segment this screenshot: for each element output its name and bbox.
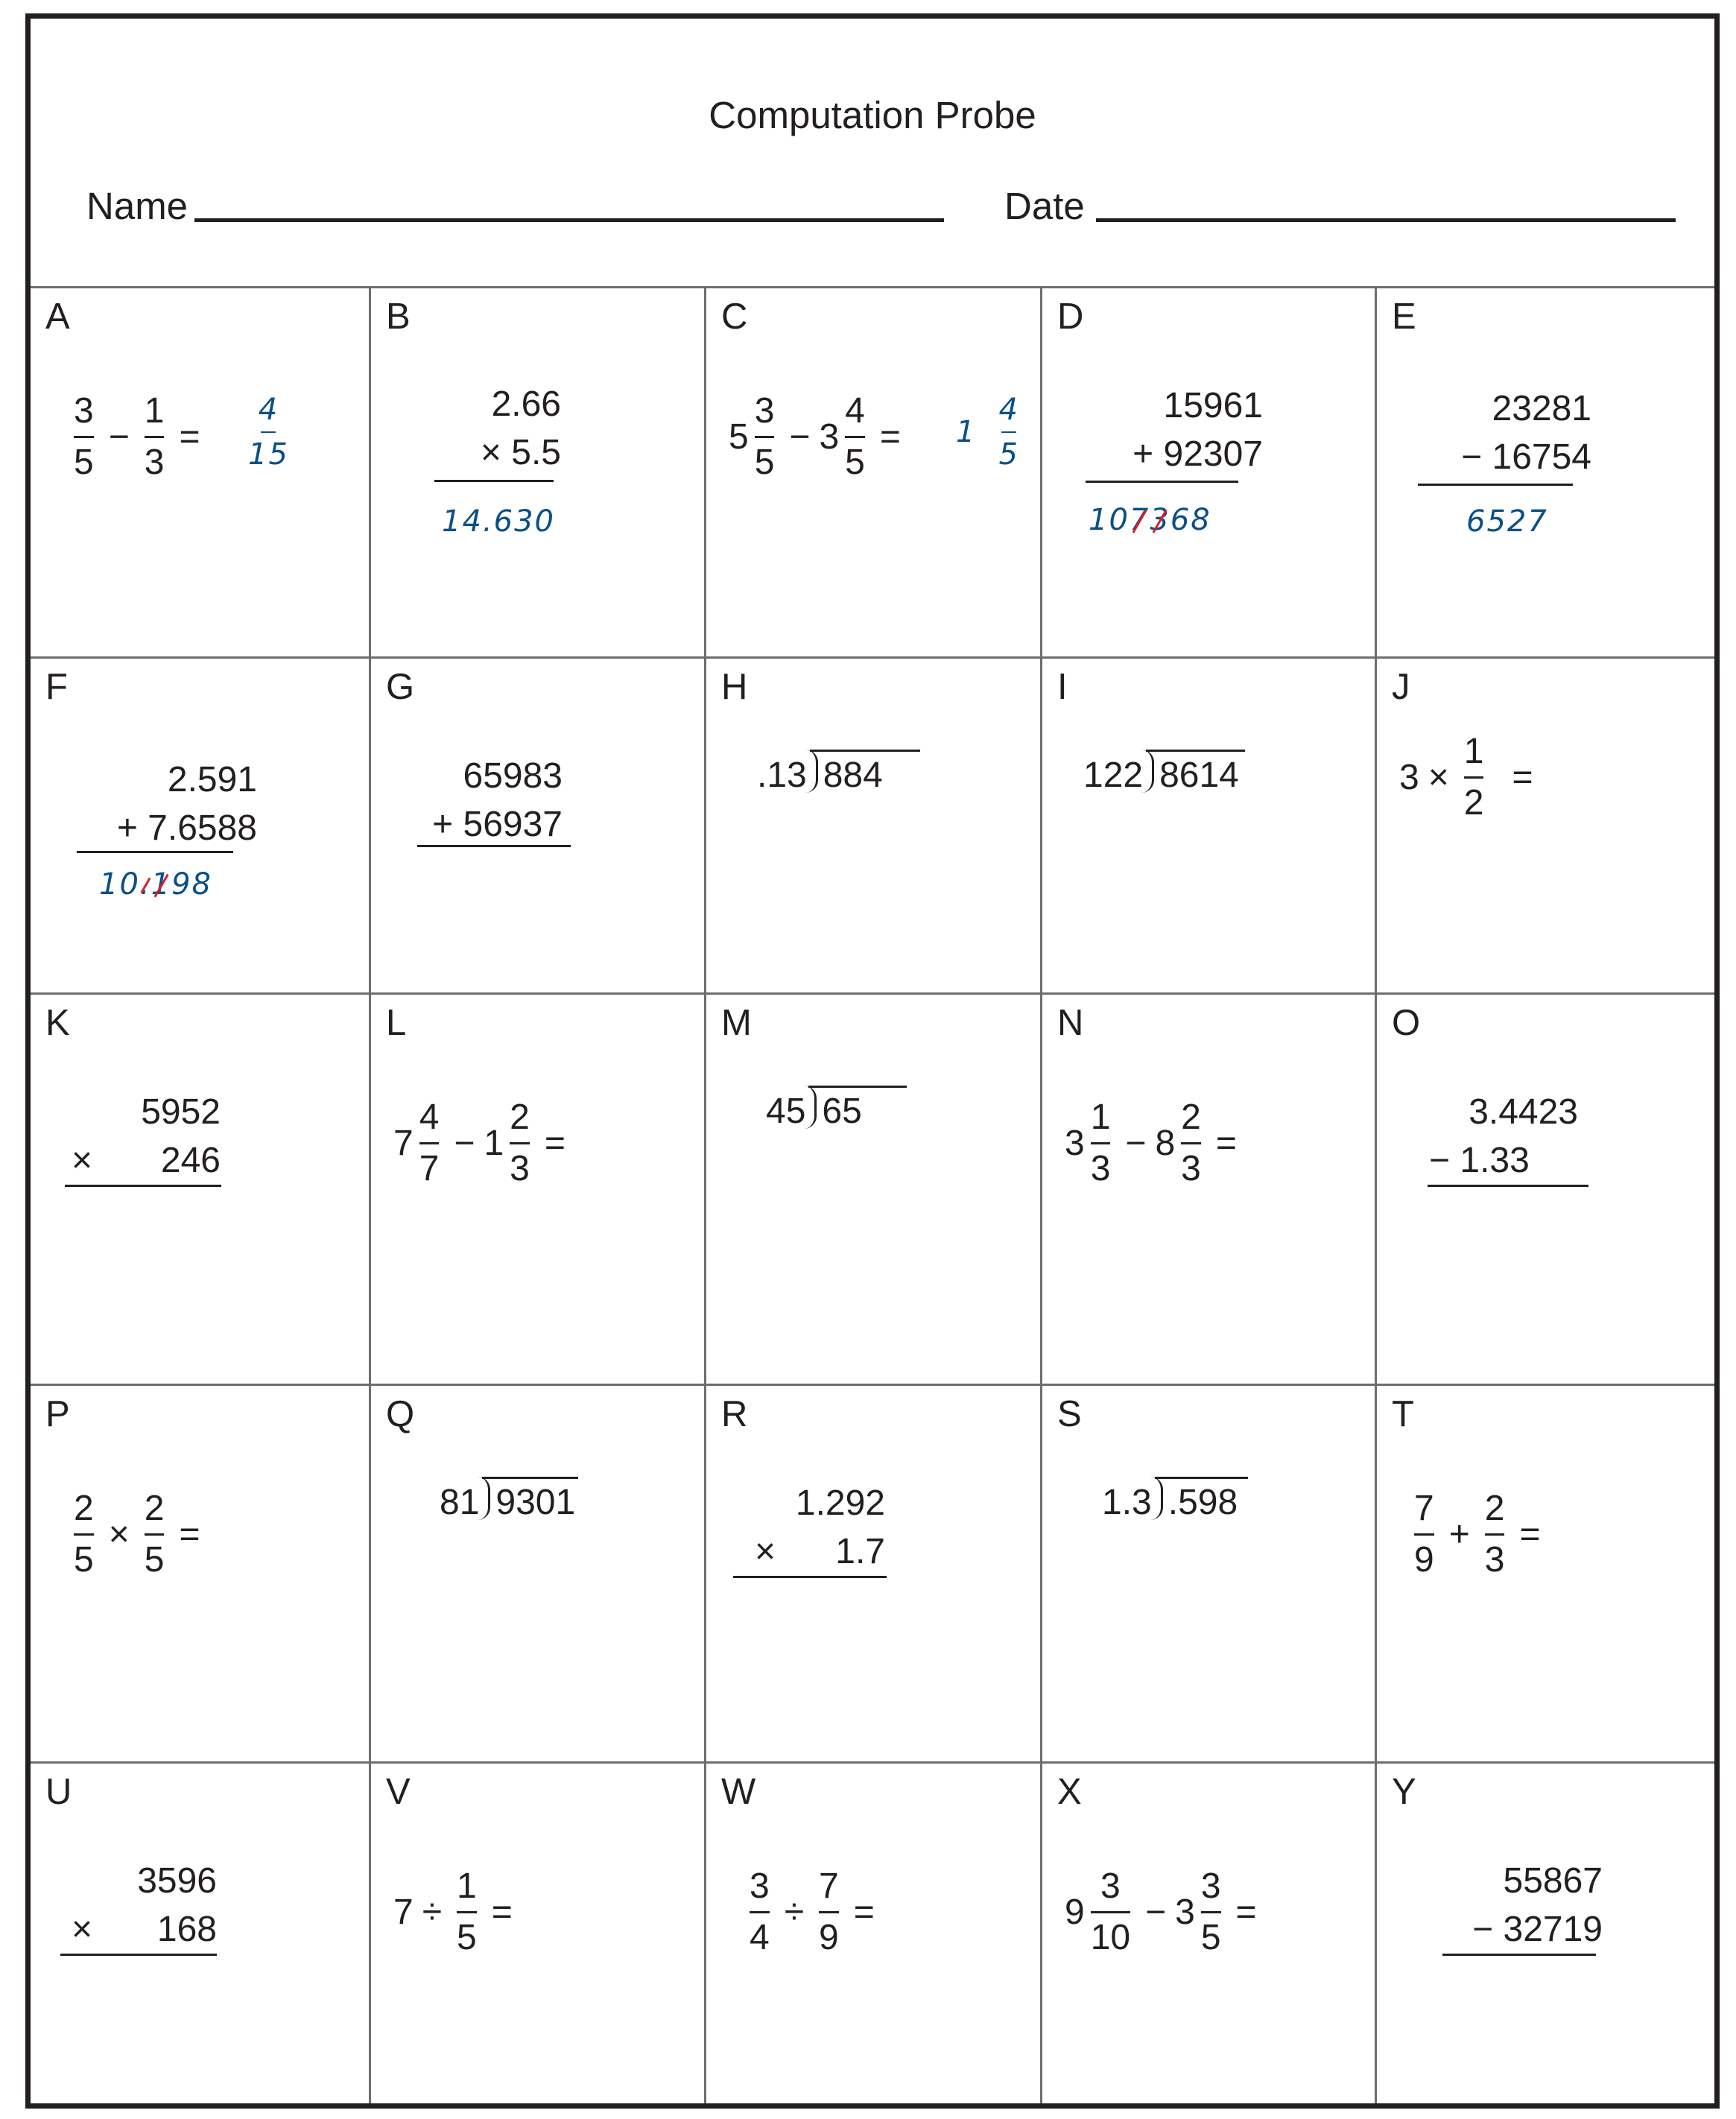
answer-digits: 68 — [1170, 503, 1211, 537]
answer-denominator: 15 — [248, 437, 289, 472]
divisor: .13 — [757, 756, 807, 795]
fraction-expression — [1399, 733, 1542, 823]
numerator: 3 — [750, 1866, 770, 1906]
top-number: 55867 — [1503, 1861, 1603, 1901]
answer-rule — [1442, 1954, 1596, 1956]
problem-cell-j — [1377, 659, 1714, 995]
problem-letter: W — [721, 1772, 756, 1812]
denominator: 7 — [419, 1149, 440, 1189]
equals: = — [1512, 758, 1533, 798]
problem-letter: N — [1057, 1003, 1084, 1043]
numerator: 1 — [457, 1866, 477, 1906]
mixed-number-expression — [1065, 1868, 1266, 1957]
operator: − — [789, 417, 811, 457]
numerator: 4 — [419, 1097, 440, 1137]
operator: − — [1145, 1892, 1167, 1933]
problem-letter: Y — [1392, 1772, 1416, 1812]
problem-letter: Q — [386, 1394, 415, 1434]
problem-letter: H — [721, 667, 748, 707]
problem-cell-a — [31, 288, 371, 659]
name-field[interactable] — [194, 218, 944, 222]
divisor: 81 — [440, 1483, 480, 1522]
operator: ÷ — [784, 1892, 805, 1933]
problem-cell-r — [706, 1386, 1042, 1764]
probe-sheet — [25, 13, 1720, 2109]
problem-letter: M — [721, 1003, 752, 1043]
bottom-number: + 92307 — [1132, 434, 1263, 474]
divisor: 122 — [1083, 756, 1144, 795]
numerator: 4 — [845, 391, 865, 431]
answer-rule — [434, 480, 554, 482]
bottom-number: 246 — [160, 1141, 221, 1180]
top-number: 5952 — [141, 1092, 221, 1132]
top-number: 15961 — [1163, 386, 1263, 425]
operator: − — [454, 1124, 475, 1164]
answer-rule — [1428, 1185, 1588, 1187]
problem-letter: F — [45, 667, 68, 707]
denominator: 4 — [750, 1918, 770, 1958]
mixed-number-expression — [393, 1099, 574, 1188]
denominator: 3 — [510, 1149, 530, 1189]
dividend: .598 — [1155, 1477, 1248, 1523]
name-label: Name — [86, 185, 189, 227]
dividend: 9301 — [482, 1477, 578, 1523]
operator: × — [108, 1515, 130, 1555]
numerator: 3 — [1200, 1866, 1221, 1906]
problem-letter: D — [1057, 297, 1084, 337]
problem-cell-g — [371, 659, 706, 995]
division-bracket — [804, 1086, 817, 1129]
problem-cell-k — [31, 995, 371, 1386]
denominator: 5 — [457, 1918, 477, 1958]
top-number: 65983 — [463, 756, 563, 796]
mixed-number-expression — [729, 393, 910, 482]
problem-letter: I — [1057, 667, 1068, 707]
answer-numerator: 4 — [258, 393, 279, 427]
bottom-number: − 1.33 — [1429, 1141, 1530, 1180]
vertical-problem — [117, 759, 257, 849]
operator: − — [1125, 1124, 1147, 1164]
denominator: 3 — [1484, 1540, 1505, 1580]
problem-letter: X — [1057, 1772, 1082, 1812]
handwritten-answer: 14.630 — [442, 504, 555, 539]
top-number: 2.591 — [167, 760, 257, 799]
problem-letter: V — [386, 1772, 411, 1812]
handwritten-answer — [248, 393, 289, 472]
date-field[interactable] — [1096, 218, 1676, 222]
problem-letter: J — [1392, 667, 1410, 707]
numerator: 7 — [1414, 1489, 1434, 1528]
problem-cell-i — [1042, 659, 1377, 995]
answer-digits: 98 — [171, 867, 212, 902]
problem-letter: A — [45, 297, 70, 337]
denominator: 3 — [144, 443, 165, 483]
denominator: 5 — [74, 443, 94, 483]
operator: × — [1428, 758, 1449, 798]
whole-number: 7 — [393, 1892, 414, 1933]
whole-number: 3 — [1175, 1892, 1195, 1933]
equals: = — [879, 417, 901, 457]
whole-number: 3 — [819, 417, 840, 457]
numerator: 1 — [1090, 1097, 1111, 1137]
operator: ÷ — [422, 1892, 443, 1933]
handwritten-answer: 6527 — [1466, 504, 1548, 539]
numerator: 3 — [1100, 1866, 1121, 1906]
denominator: 5 — [74, 1540, 94, 1580]
long-division — [757, 750, 920, 796]
top-number: 2.66 — [491, 384, 561, 424]
denominator: 5 — [845, 443, 865, 483]
denominator: 3 — [1181, 1149, 1201, 1189]
problem-cell-y — [1377, 1764, 1714, 2103]
answer-digits: 10 — [1089, 503, 1130, 537]
denominator: 10 — [1090, 1918, 1131, 1958]
numerator: 3 — [754, 391, 775, 431]
problem-cell-o — [1377, 995, 1714, 1386]
vertical-problem — [1461, 388, 1591, 478]
vertical-problem — [432, 756, 563, 845]
denominator: 3 — [1090, 1149, 1111, 1189]
struck-digit: 7 — [1129, 503, 1150, 537]
denominator: 5 — [1200, 1918, 1221, 1958]
problem-letter: T — [1392, 1394, 1414, 1434]
mixed-number-expression — [1065, 1099, 1246, 1188]
denominator: 5 — [754, 443, 775, 483]
answer-digits: 10 — [99, 867, 140, 902]
problem-letter: S — [1057, 1394, 1082, 1434]
problem-cell-p — [31, 1386, 371, 1764]
problem-cell-b — [371, 288, 706, 659]
whole-number: 5 — [729, 417, 749, 457]
header — [31, 19, 1714, 288]
equals: = — [544, 1124, 566, 1164]
divisor: 45 — [766, 1092, 806, 1131]
dividend: 884 — [810, 750, 920, 796]
bottom-number: 168 — [156, 1910, 217, 1949]
numerator: 7 — [819, 1866, 839, 1906]
fraction-expression — [393, 1868, 522, 1957]
problem-cell-m — [706, 995, 1042, 1386]
numerator: 2 — [144, 1489, 165, 1528]
fraction-expression — [744, 1868, 884, 1957]
equals: = — [1235, 1892, 1257, 1933]
answer-whole: 1 — [956, 415, 977, 449]
division-bracket — [1150, 1477, 1163, 1520]
problem-cell-w — [706, 1764, 1042, 2103]
problem-cell-e — [1377, 288, 1714, 659]
vertical-problem — [72, 1860, 217, 1950]
bottom-number: − 16754 — [1461, 437, 1591, 477]
problem-letter: C — [721, 297, 748, 337]
denominator: 9 — [1414, 1540, 1434, 1580]
whole-number: 3 — [1065, 1124, 1085, 1164]
problem-cell-l — [371, 995, 706, 1386]
numerator: 2 — [510, 1097, 530, 1137]
numerator: 2 — [1484, 1489, 1505, 1528]
answer-rule — [1086, 481, 1238, 483]
fraction-expression — [68, 393, 209, 482]
whole-number: 9 — [1065, 1892, 1085, 1933]
handwritten-answer — [99, 867, 212, 902]
divisor: 1.3 — [1102, 1483, 1152, 1522]
problem-cell-v — [371, 1764, 706, 2103]
problem-letter: G — [386, 667, 415, 707]
problem-letter: U — [45, 1772, 72, 1812]
long-division — [440, 1477, 578, 1523]
equals: = — [491, 1892, 513, 1933]
equals: = — [853, 1892, 875, 1933]
equals: = — [1519, 1515, 1541, 1555]
denominator: 9 — [819, 1918, 839, 1958]
problem-cell-f — [31, 659, 371, 995]
problem-cell-d — [1042, 288, 1377, 659]
bottom-number: − 32719 — [1472, 1910, 1603, 1949]
top-number: 23281 — [1492, 389, 1591, 428]
answer-rule — [60, 1954, 217, 1956]
operator: + — [1448, 1515, 1470, 1555]
answer-rule — [733, 1576, 887, 1578]
operator: × — [755, 1532, 776, 1571]
numerator: 1 — [144, 391, 165, 431]
top-number: 3.4423 — [1469, 1092, 1578, 1132]
numerator: 1 — [1463, 732, 1484, 771]
equals: = — [1215, 1124, 1237, 1164]
whole-number: 3 — [1399, 758, 1419, 798]
long-division — [1083, 750, 1245, 796]
date-label: Date — [1004, 185, 1085, 227]
handwritten-answer — [956, 393, 1019, 472]
denominator: 5 — [144, 1540, 165, 1580]
long-division — [766, 1086, 907, 1132]
problem-cell-h — [706, 659, 1042, 995]
answer-numerator: 4 — [998, 393, 1019, 427]
handwritten-answer — [1089, 503, 1211, 537]
problem-letter: E — [1392, 297, 1416, 337]
equals: = — [179, 1515, 200, 1555]
vertical-problem — [481, 384, 561, 473]
problem-letter: O — [1392, 1003, 1421, 1043]
problem-cell-x — [1042, 1764, 1377, 2103]
whole-number: 8 — [1155, 1124, 1176, 1164]
denominator: 2 — [1463, 783, 1484, 823]
answer-rule — [77, 851, 233, 853]
problem-cell-s — [1042, 1386, 1377, 1764]
page-title: Computation Probe — [709, 94, 1036, 136]
numerator: 2 — [74, 1489, 94, 1528]
division-bracket — [805, 750, 818, 793]
dividend: 8614 — [1146, 750, 1245, 796]
operator: × — [72, 1141, 93, 1180]
top-number: 1.292 — [795, 1483, 885, 1523]
problem-cell-n — [1042, 995, 1377, 1386]
division-bracket — [1141, 750, 1154, 793]
answer-rule — [65, 1185, 221, 1187]
vertical-problem — [72, 1092, 221, 1181]
vertical-problem — [1472, 1860, 1603, 1950]
division-bracket — [478, 1477, 490, 1520]
whole-number: 1 — [484, 1124, 504, 1164]
answer-rule — [417, 845, 571, 847]
whole-number: 7 — [393, 1124, 414, 1164]
vertical-problem — [1132, 385, 1263, 475]
problem-cell-c — [706, 288, 1042, 659]
numerator: 2 — [1181, 1097, 1201, 1137]
struck-digit: . — [139, 867, 151, 902]
long-division — [1102, 1477, 1248, 1523]
fraction-expression — [68, 1490, 209, 1580]
vertical-problem — [755, 1483, 885, 1572]
bottom-number: + 56937 — [432, 805, 563, 844]
answer-rule — [1418, 484, 1573, 486]
problem-cell-q — [371, 1386, 706, 1764]
problem-grid — [31, 288, 1714, 2103]
bottom-number: + 7.6588 — [116, 808, 257, 848]
fraction-expression — [1408, 1490, 1549, 1580]
problem-cell-u — [31, 1764, 371, 2103]
dividend: 65 — [808, 1086, 906, 1132]
top-number: 3596 — [137, 1861, 217, 1901]
operator: × — [72, 1910, 93, 1949]
problem-letter: K — [45, 1003, 70, 1043]
struck-digit: 3 — [1150, 503, 1170, 537]
vertical-problem — [1429, 1092, 1578, 1181]
bottom-number: 1.7 — [835, 1532, 885, 1571]
problem-letter: R — [721, 1394, 748, 1434]
problem-cell-t — [1377, 1386, 1714, 1764]
problem-letter: P — [45, 1394, 70, 1434]
answer-denominator: 5 — [998, 437, 1019, 472]
bottom-number: × 5.5 — [480, 433, 561, 472]
operator: − — [108, 417, 130, 457]
equals: = — [179, 417, 200, 457]
numerator: 3 — [74, 391, 94, 431]
problem-letter: B — [386, 297, 411, 337]
struck-digit: 1 — [151, 867, 172, 902]
problem-letter: L — [386, 1003, 407, 1043]
